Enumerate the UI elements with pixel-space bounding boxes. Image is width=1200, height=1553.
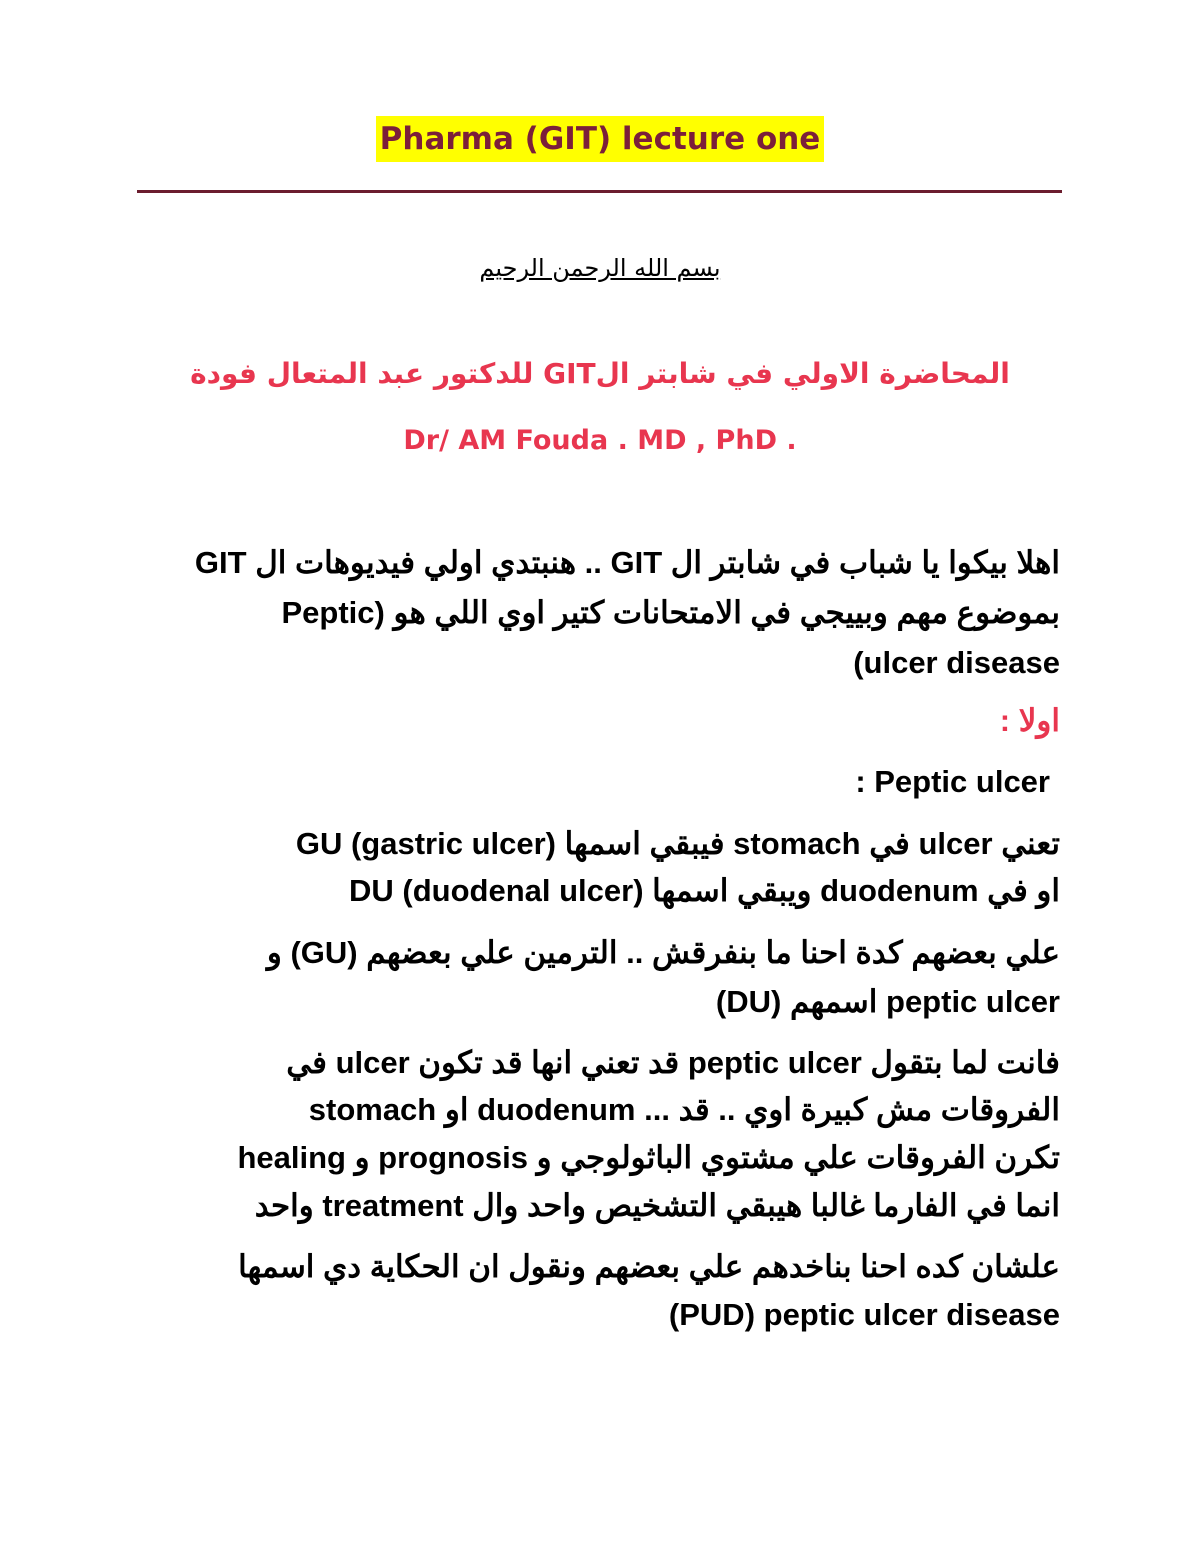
paragraph-line: (ulcer disease [853,645,1060,680]
paragraph-line: علي بعضهم كدة احنا ما بنفرقش .. الترمين علي بعضهم (GU) و [266,935,1060,970]
lecture-intro-arabic: المحاضرة الاولي في شابتر الGIT للدكتور عبد المتعال فودة [190,357,1010,390]
paragraph-line: انما في الفارما غالبا هيبقي التشخيص واحد وال treatment واحد [254,1188,1060,1223]
paragraph-line: تكرن الفروقات علي مشتوي الباثولوجي و prognosis و healing [237,1140,1060,1175]
paragraph-line: بموضوع مهم وبييجي في الامتحانات كتير اوي اللي هو (Peptic [281,595,1060,630]
paragraph-line: او في duodenum ويبقي اسمها (duodenal ulcer) DU [349,873,1060,908]
header-divider [137,190,1062,193]
paragraph-line: فانت لما بتقول peptic ulcer قد تعني انها قد تكون ulcer في [286,1045,1060,1080]
paragraph-line: علشان كده احنا بناخدهم علي بعضهم ونقول ان الحكاية دي اسمها [238,1249,1060,1284]
paragraph-line: تعني ulcer في stomach فيبقي اسمها (gastric ulcer) GU [295,826,1060,861]
title-container [0,116,1200,162]
paragraph-line: stomach او duodenum ... الفروقات مش كبيرة اوي .. قد [308,1092,1060,1127]
paragraph-line: اهلا بيكوا يا شباب في شابتر ال GIT .. هنبتدي اولي فيديوهات ال GIT [194,545,1060,580]
lecturer-credit: Dr/ AM Fouda . MD , PhD . [403,425,797,456]
document-title: Pharma (GIT) lecture one [376,116,825,162]
basmala: بسم الله الرحمن الرحيم [479,254,721,282]
paragraph-line: (PUD) peptic ulcer disease [668,1297,1060,1332]
peptic-ulcer-heading: : Peptic ulcer [855,764,1050,799]
section-heading-awalan: اولا : [999,703,1060,738]
paragraph-line: (DU) اسمهم peptic ulcer [715,984,1060,1019]
